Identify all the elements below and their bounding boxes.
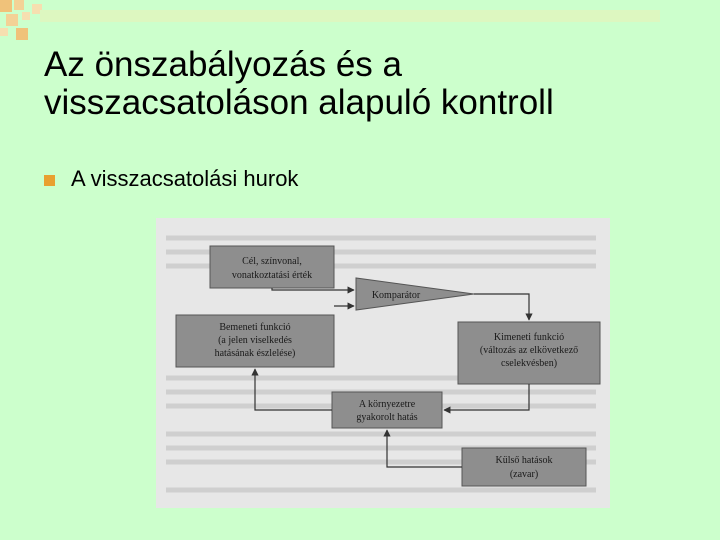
- input-line-1: Bemeneti funkció: [219, 322, 291, 333]
- slide-title: [44, 46, 694, 122]
- external-box: [462, 448, 586, 486]
- feedback-loop-figure: [156, 218, 610, 508]
- bullet-text: A visszacsatolási hurok: [71, 166, 299, 191]
- environment-line-2: gyakorolt hatás: [356, 412, 418, 423]
- external-line-2: (zavar): [509, 469, 539, 480]
- title-line-2: visszacsatoláson alapuló kontroll: [44, 83, 554, 122]
- feedback-loop-diagram: [156, 218, 610, 508]
- input-line-2: (a jelen viselkedés: [218, 335, 292, 346]
- environment-line-1: A környezetre: [358, 399, 416, 410]
- output-line-1: Kimeneti funkció: [493, 332, 565, 343]
- output-line-2: (változás az elkövetkező: [479, 345, 579, 356]
- goal-line-1: Cél, színvonal,: [242, 256, 302, 267]
- goal-line-2: vonatkoztatási érték: [231, 270, 313, 281]
- output-line-3: cselekvésben): [500, 358, 558, 369]
- external-line-1: Külső hatások: [495, 455, 553, 466]
- comparator-label: Komparátor: [371, 290, 421, 301]
- input-line-3: hatásának észlelése): [214, 348, 296, 359]
- title-line-1: Az önszabályozás és a: [44, 45, 402, 84]
- bullet-item: [44, 166, 298, 192]
- goal-box: [210, 246, 334, 288]
- bullet-square-icon: [44, 175, 55, 186]
